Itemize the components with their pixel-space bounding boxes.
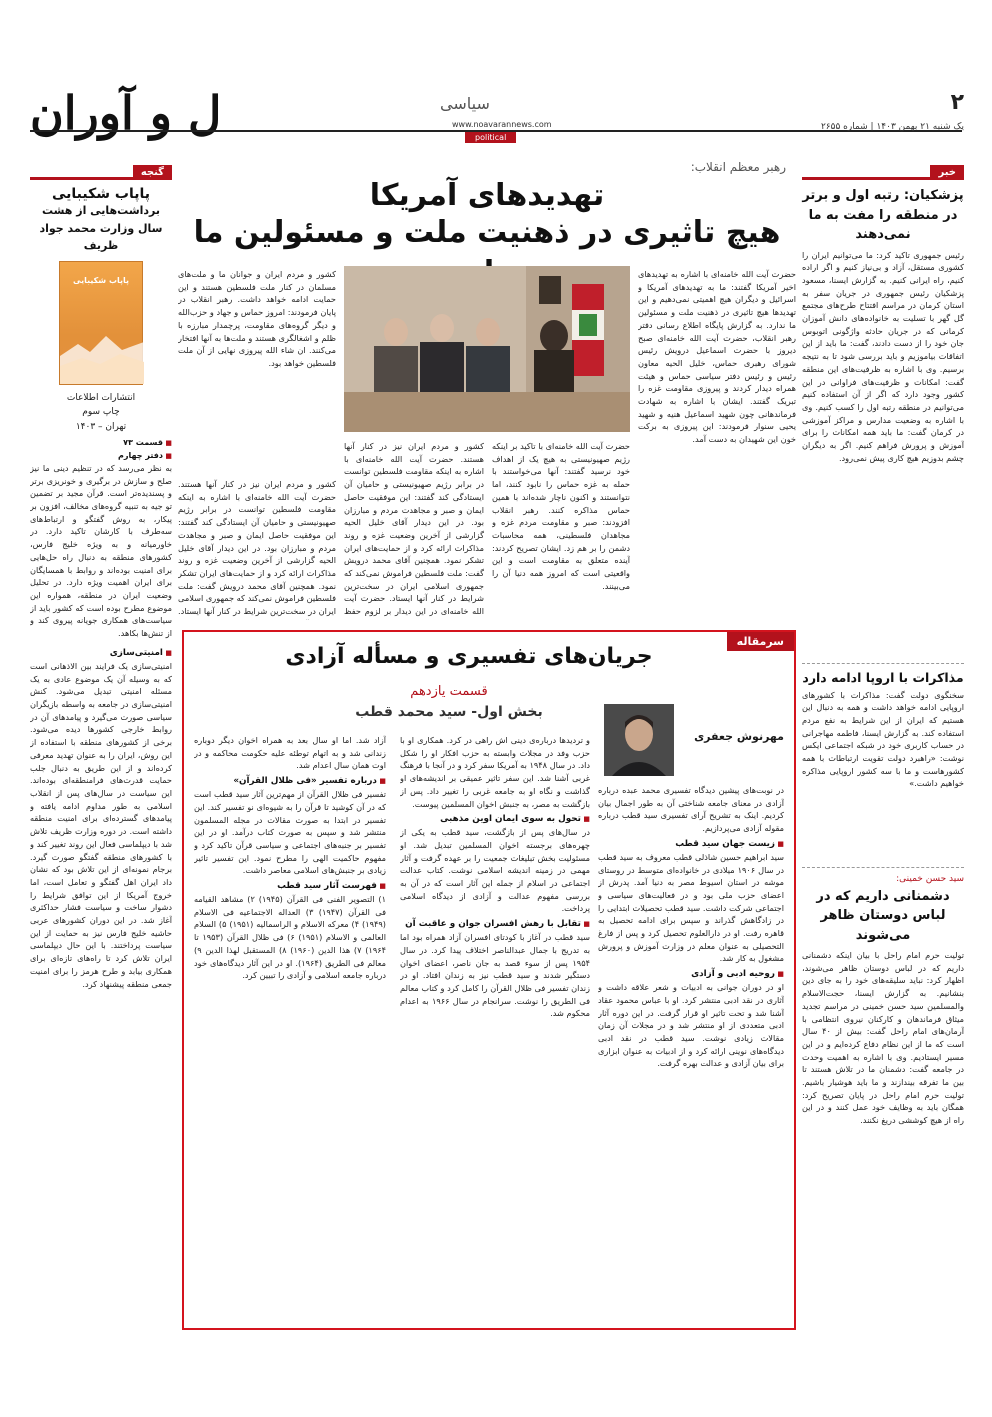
story-kicker: رهبر معظم انقلاب: bbox=[690, 160, 786, 174]
issue-date: یک شنبه ۲۱ بهمن ۱۴۰۳ | شماره ۲۶۵۵ bbox=[820, 122, 964, 132]
book-excerpt: به نظر می‌رسد که در تنظیم دینی ما نیز صلح و سازش در برگیری و خونریزی برتر و پسندیده‌تر است. قرآن مجید بر تضمین تو جیه به تنبیه گروه‌های مخالف، افزون بر پیکار، به روش گفتگو و ارتباط‌های سه‌طرف با کارشان تاکید دارد. در خاورمیانه و به ویژه خلیج فارس، کشورهای منطقه به دنبال راه حل‌هایی برای امنیت بوده‌اند و روابط با همسایگان برای ایران اهمیت ویژه دارد. در تحلیل وضعیت ایران در منطقه، همواره این موضوع مطرح بوده است که کشور باید از سیاست‌های همکاری جویانه پیروی کند و از تنش‌ها بکاهد. bbox=[30, 462, 172, 639]
masthead bbox=[0, 0, 992, 150]
story-body: سخنگوی دولت گفت: مذاکرات با کشورهای اروپایی ادامه خواهد داشت و همه به دنبال این هستیم که ایران از این شرایط به نفع مردم استفاده کند. به گزارش ایسنا، فاطمه مهاجرانی در حساب کاربری خود در شبکه اجتماعی ایکس نوشت: «راهبرد دولت تقویت ارتباطات با همه کشورهاست و ما با سه کشور اروپایی مذاکره خواهیم داشت.» bbox=[802, 689, 964, 789]
lead-col-4: کشور و مردم ایران نیز در کنار آنها هستند. حضرت آیت الله خامنه‌ای با اشاره به اینکه مقاومت فلسطین توانست در برابر رژیم صهیونیستی و حامیان آن ایستادگی کند گفتند: این موفقیت حاصل ایمان و صبر و مجاهدت مردم و مبارزان بود. در این دیدار آقای خلیل الحیه گزارشی از آخرین وضعیت غزه و روند مذاکرات ارائه کرد و از حمایت‌های ایران تشکر نمود. همچنین آقای محمد درویش گفت: ملت فلسطین فراموش نمی‌کند که جمهوری اسلامی ایران در سخت‌ترین شرایط در کنار آنها ایستاد. bbox=[178, 479, 336, 617]
mountain-illustration bbox=[60, 324, 144, 384]
editorial-subtitle: بخش اول- سید محمد قطب bbox=[355, 704, 543, 720]
story-body: رئیس جمهوری تاکید کرد: ما می‌توانیم ایران را کشوری مستقل، آزاد و بی‌نیاز کنیم و اگر اراده کنیم، راه ایرانی کنیم. به گزارش ایسنا، مسعود پزشکیان رئیس جمهوری در جریان سفر به استان کرمان در مراسم افتتاح طرح‌های مجتمع گل گهر با تسلیت به خانواده‌های دانش آموزان کرمانی که در جریان حادثه واژگونی اتوبوس جان خود را از دست دادند، گفت: ما باید از این اتفاقات بیاموزیم و باید بررسی شود تا به نتیجه برسیم. وی با اشاره به ظرفیت‌های این منطقه گفت: امکانات و ظرفیت‌های فراوانی در این کشور وجود دارد که اگر از آن استفاده کنیم می‌توانیم در منطقه رتبه اول را کسب کنیم. وی با اشاره به وضعیت مدارس و مراکز آموزشی در کرمان گفت: ما باید همه امکانات را برای آموزش و پرورش فراهم کنیم. اگر به دیگران چشم بدوزیم هیچ کاری پیش نمی‌رود. bbox=[802, 249, 964, 463]
photo-illustration bbox=[344, 266, 630, 432]
editorial-subhead: ■ تقابل با رهش افسران جوان و عاقبت آن bbox=[400, 919, 590, 929]
story-headline[interactable]: دشمنانی داریم که در لباس دوستان ظاهر می‌شوند bbox=[816, 888, 950, 943]
lead-col-3: کشور و مردم ایران نیز در کنار آنها هستند. حضرت آیت الله خامنه‌ای با اشاره به اینکه مقاومت فلسطین توانست در برابر رژیم صهیونیستی و حامیان آن ایستادگی کند گفتند: این موفقیت حاصل ایمان و صبر و مجاهدت مردم و مبارزان بود. در این دیدار آقای خلیل الحیه گزارشی از آخرین وضعیت غزه و روند مذاکرات ارائه کرد و از حمایت‌های ایران تشکر نمود. همچنین آقای محمد درویش گفت: ملت فلسطین فراموش نمی‌کند که جمهوری اسلامی ایران در سخت‌ترین شرایط در کنار آنها ایستاد. حضرت آیت الله خامنه‌ای در این دیدار بر لزوم حفظ bbox=[344, 441, 484, 617]
page-number: ۲ bbox=[950, 90, 964, 115]
editorial-subhead: ■ فهرست آثار سید قطب bbox=[194, 881, 386, 891]
book-tag: گنجه bbox=[133, 165, 172, 180]
editorial-col-1 bbox=[598, 784, 784, 1320]
author-name: مهرنوش جعفری bbox=[694, 730, 784, 743]
editorial-text: تفسیر فی ظلال القرآن از مهم‌ترین آثار سید قطب است که در آن کوشید تا قرآن را به شیوه‌ای نو تفسیر کند. این تفسیر در ابتدا به صورت مقالات در مجله المسلمون منتشر شد و سپس به صورت کتاب درآمد. او در این تفسیر بر جنبه‌های اجتماعی و سیاسی قرآن تاکید کرد و مفهوم حاکمیت الهی را مطرح نمود. این تفسیر تاثیر زیادی بر جنبش‌های اسلامی معاصر داشت. bbox=[194, 789, 386, 876]
headline-line-1[interactable]: تهدیدهای آمریکا bbox=[369, 178, 605, 213]
book-subtitle: برداشت‌هایی از هشت سال وزارت محمد جواد ظریف bbox=[39, 204, 163, 253]
author-block bbox=[604, 704, 784, 776]
editorial-text: او در دوران جوانی به ادبیات و شعر علاقه داشت و آثاری در نقد ادبی منتشر کرد. او با عباس محمود عقاد آشنا شد و تحت تاثیر او قرار گرفت. در این دوره آثار ادبی متعددی از او منتشر شد و در مجلات آن زمان مقالات زیادی نوشت. سید قطب در نقد ادبی دیدگاه‌های نوینی ارائه کرد و از ادبیات به عنوان ابزاری برای بیان آزادی و عدالت بهره گرفت. bbox=[598, 982, 784, 1069]
editorial-text: سید قطب در آغاز با کودتای افسران آزاد همراه بود اما به تدریج با جمال عبدالناصر اختلاف پیدا کرد. در سال ۱۹۵۴ پس از سوء قصد به جان ناصر، اعضای اخوان دستگیر شدند و سید قطب نیز به زندان افتاد. او در زندان تفسیر فی ظلال القرآن را کامل کرد و کتاب معالم فی الطریق را نوشت. سرانجام در سال ۱۹۶۶ به اعدام محکوم شد. bbox=[400, 932, 590, 1019]
section-title: سیاسی bbox=[440, 94, 490, 113]
editorial-text: و تردیدها درباره‌ی دینی اش راهی در کرد. همکاری او با حزب وفد در مجلات وابسته به حزب افکار او را شکل داد. در سال ۱۹۴۸ به آمریکا سفر کرد و در آنجا با فرهنگ غربی آشنا شد. این سفر تاثیر عمیقی بر اندیشه‌های او گذاشت و نگاه او به جامعه غربی را تغییر داد. پس از بازگشت به مصر، به جنبش اخوان المسلمین پیوست. bbox=[400, 735, 590, 809]
editorial-col-3 bbox=[194, 734, 386, 1320]
story-body: تولیت حرم امام راحل با بیان اینکه دشمنانی داریم که در لباس دوستان ظاهر می‌شوند، اظهار کرد: نباید سلیقه‌های خود را به جای دین بنشانیم. به گزارش ایسنا، حجت‌الاسلام والمسلمین سید حسن خمینی در مراسم تجدید میثاق فرماندهان و کارکنان نیروی انتظامی با آرمان‌های امام راحل گفت: بیش از ۴۰ سال است که ما از این نظام دفاع کرده‌ایم و در این مسیر ایستادیم. وی با اشاره به اهمیت وحدت در جامعه گفت: دشمنان ما در تلاش هستند تا بین ما تفرقه بیندازند و ما باید هوشیار باشیم. تولیت حرم امام راحل در پایان تصریح کرد: همگان باید به وظایف خود عمل کنند و در این راه از هیچ کوششی دریغ نکنند. bbox=[802, 950, 964, 1126]
editorial-subhead: ■ زیست جهان سید قطب bbox=[598, 839, 784, 849]
news-story-3[interactable] bbox=[802, 874, 964, 1375]
lead-col-2: حضرت آیت الله خامنه‌ای با تاکید بر اینکه رژیم صهیونیستی به هیچ یک از اهداف خود نرسید گفتند: آنها می‌خواستند با حمله به غزه حماس را نابود کنند، اما نتوانستند و اکنون ناچار شده‌اند با همین حماس مذاکره کنند. رهبر انقلاب افزودند: صبر و مقاومت مردم غزه و مجاهدان فلسطینی، همه محاسبات دشمن را بر هم زد. ایشان تصریح کردند: آینده متعلق به مقاومت است و این واقعیتی است که امروز همه دنیا آن را می‌بینند. bbox=[492, 441, 630, 591]
book-info bbox=[30, 391, 172, 434]
editorial-col-2 bbox=[400, 734, 590, 1320]
story-kicker: سید حسن خمینی: bbox=[896, 873, 964, 884]
author-portrait bbox=[604, 704, 674, 776]
episode-label: ■ قسمت ۷۳ bbox=[30, 438, 172, 447]
editorial-intro: در نوبت‌های پیشین دیدگاه تفسیری محمد عبده درباره آزادی در معنای جامعه شناختی آن به طور اجمال بیان کردیم. اینک به تشریح آرای تفسیری سید قطب درباره مقوله آزادی می‌پردازیم. bbox=[598, 785, 784, 834]
book-tag-bar bbox=[30, 160, 172, 180]
newspaper-logo[interactable]: ل و آوران bbox=[30, 86, 222, 140]
editorial-tag: سرمقاله bbox=[727, 632, 794, 651]
headline-line-2[interactable]: هیچ تاثیری در ذهنیت ملت و مسئولین ما bbox=[193, 214, 781, 250]
left-column bbox=[30, 160, 172, 1392]
news-story-2[interactable] bbox=[802, 670, 964, 861]
lead-col-4-top: کشور و مردم ایران و جوانان ما و ملت‌های مسلمان در کنار ملت فلسطین هستند و این حمایت ادامه خواهد داشت. رهبر انقلاب در پایان فرمودند: امروز حماس و جهاد و حزب‌الله و دیگر گروه‌های مقاومت، پرچمدار مبارزه با ظلم و اشغالگری هستند و ملت‌ها به آنها افتخار می‌کنند. ان شاء الله پیروزی نهایی از آن ملت فلسطین خواهد بود. bbox=[178, 269, 336, 368]
editorial-subhead: ■ تحول به سوی ایمان اوین مذهبی bbox=[400, 814, 590, 824]
editorial-text: آزاد شد. اما او سال بعد به همراه اخوان دیگر دوباره زندانی شد و به اتهام توطئه علیه حکومت محاکمه و در اوت همان سال اعدام شد. bbox=[194, 735, 386, 771]
lead-col-1: حضرت آیت الله خامنه‌ای با اشاره به تهدیدهای اخیر آمریکا گفتند: ما به تهدیدهای آمریکا و اسرائیل و دیگران هیچ اهمیتی نمی‌دهیم و این تهدیدها هیچ تاثیری در ذهنیت ملت و مسئولین ما ندارد. به گزارش پایگاه اطلاع رسانی دفتر رهبر انقلاب، حضرت آیت الله خامنه‌ای صبح دیروز با حضرت اسماعیل درویش رئیس شورای رهبری حماس، خلیل الحیه معاون رئیس و رئیس دفتر سیاسی حماس و هیئت همراه دیدار کردند و پیروزی مقاومت غزه را تبریک گفتند. ایشان با اشاره به شهادت فرماندهانی چون شهید اسماعیل هنیه و شهید یحیی سنوار فرمودند: این پیروزی به برکت خون این شهیدان به دست آمد. bbox=[638, 269, 796, 445]
editorial-text: سید ابراهیم حسین شاذلی قطب معروف به سید قطب در سال ۱۹۰۶ میلادی در خانواده‌ای متوسط در روستای موشه در استان اسیوط مصر به دنیا آمد. پدرش از اعضای حزب ملی بود و در فعالیت‌های سیاسی و اجتماعی شرکت داشت. سید قطب تحصیلات ابتدایی را در زادگاهش گذراند و سپس برای ادامه تحصیل به قاهره رفت. او در دارالعلوم تحصیل کرد و پس از فارغ التحصیلی به عنوان معلم در وزارت آموزش و پرورش مشغول به کار شد. bbox=[598, 851, 784, 964]
editorial-subhead: ■ درباره تفسیر «فی ظلال القرآن» bbox=[194, 776, 386, 786]
story-headline[interactable]: مذاکرات با اروپا ادامه دارد bbox=[802, 669, 964, 685]
book-excerpt-2: امنیتی‌سازی یک فرایند بین الاذهانی است که به وسیله آن یک موضوع عادی به یک مسئله امنیتی تبدیل می‌شود. کنش امنیتی‌سازی در جامعه به واسطه بازیگران سیاسی صورت می‌گیرد و پیامدهای آن در روابط خارجی کشورها دیده می‌شود. برخی از کشورهای منطقه با استفاده از این روش، ایران را به عنوان تهدید معرفی کرده‌اند و از این طریق به دنبال جلب حمایت قدرت‌های فرامنطقه‌ای بوده‌اند. این سیاست در سال‌های پس از انقلاب اسلامی به طور مداوم ادامه یافته و پیامدهای گسترده‌ای برای امنیت منطقه داشته است. در دوره وزارت ظریف تلاش شد با دیپلماسی فعال این روند تغییر کند و با کشورهای منطقه گفتگو صورت گیرد. برجام نمونه‌ای از این تلاش بود که نشان داد ایران اهل گفتگو و تعامل است، اما خروج آمریکا از این توافق شرایط را دشوار ساخت و سیاست فشار حداکثری آغاز شد. در این دوران کشورهای عربی حاشیه خلیج فارس نیز به حمایت از این سیاست پرداختند. با این حال دیپلماسی ایران تلاش کرد تا راه‌های تازه‌ای برای همکاری بیابد و طرح هرمز را برای امنیت جمعی منطقه پیشنهاد کرد. bbox=[30, 660, 172, 989]
book-subhead: ■ امنیتی‌سازی bbox=[30, 648, 172, 658]
cover-title: پاپاب شکیبایی bbox=[73, 275, 129, 285]
story-headline[interactable]: پزشکیان: رتبه اول و برتر در منطقه را مفت به ما نمی‌دهند bbox=[802, 188, 964, 242]
editorial-part: قسمت یازدهم bbox=[410, 684, 488, 699]
section-badge: political bbox=[465, 132, 516, 143]
edition: چاپ سوم bbox=[82, 407, 120, 418]
editorial-title[interactable]: جریان‌های تفسیری و مسأله آزادی bbox=[285, 644, 653, 669]
editorial-text: ۱) التصویر الفنی فی القرآن (۱۹۴۵) ۲) مشاهد القیامه فی القرآن (۱۹۴۷) ۳) العداله الاجتماعیه فی الاسلام (۱۹۴۹) ۴) معرکه الاسلام و الراسمالیه (۱۹۵۱) ۵) السلام العالمی و الاسلام (۱۹۵۱) ۶) فی ظلال القرآن (۱۹۵۳ تا ۱۹۶۴) ۷) هذا الدین (۱۹۶۰) ۸) المستقبل لهذا الدین ۹) معالم فی الطریق (۱۹۶۴). او در این آثار دیدگاه‌های خود درباره جامعه اسلامی و آزادی را تبیین کرد. bbox=[194, 894, 386, 981]
editorial-box[interactable] bbox=[182, 630, 796, 1330]
website-url[interactable]: www.noavarannews.com bbox=[452, 120, 552, 129]
editorial-subhead: ■ روحیه ادبی و آزادی bbox=[598, 969, 784, 979]
book-cover bbox=[59, 261, 143, 385]
author-photo bbox=[604, 704, 674, 776]
news-tag: خبر bbox=[930, 165, 964, 180]
publish-place: تهران – ۱۴۰۳ bbox=[75, 421, 127, 432]
leader-meeting-photo bbox=[344, 266, 630, 432]
news-story-1[interactable] bbox=[802, 186, 964, 657]
divider bbox=[802, 867, 964, 868]
divider bbox=[802, 663, 964, 664]
book-title[interactable]: پاپاب شکیبایی bbox=[52, 186, 150, 202]
chapter-label: ■ دفتر چهارم bbox=[30, 451, 172, 460]
publisher: انتشارات اطلاعات bbox=[66, 392, 136, 403]
lead-story[interactable] bbox=[178, 160, 796, 620]
editorial-text: در سال‌های پس از بازگشت، سید قطب به یکی از چهره‌های برجسته اخوان المسلمین تبدیل شد. او مسئولیت بخش تبلیغات جمعیت را بر عهده گرفت و آثار مهمی در زمینه اندیشه اسلامی نوشت. کتاب عدالت اجتماعی در اسلام از جمله این آثار است که در آن به بررسی مفهوم عدالت و آزادی از دیدگاه اسلامی پرداخت. bbox=[400, 827, 590, 914]
right-column bbox=[802, 160, 964, 1392]
news-tag-bar bbox=[802, 160, 964, 180]
